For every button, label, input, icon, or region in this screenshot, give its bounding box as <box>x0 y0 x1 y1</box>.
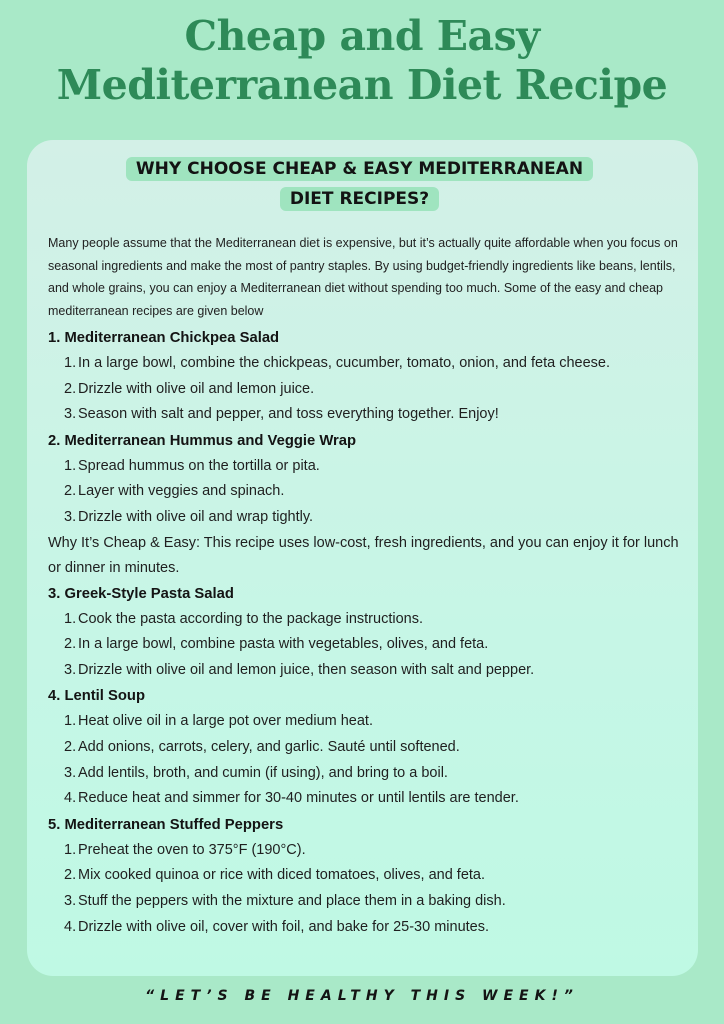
step-text: Reduce heat and simmer for 30-40 minutes or until lentils are tender. <box>78 790 519 807</box>
recipe-step <box>48 735 688 761</box>
recipe-note: Why It’s Cheap & Easy: This recipe uses low-cost, fresh ingredients, and you can enjoy it for lunch or dinner in minutes. <box>48 534 679 576</box>
recipe-step <box>48 709 688 735</box>
recipe-step <box>48 454 688 480</box>
step-text: Layer with veggies and spinach. <box>78 483 285 500</box>
intro-paragraph: Many people assume that the Mediterranean diet is expensive, but it’s actually quite affordable when you focus on seasonal ingredients and make the most of pantry staples. By using budget-friendly ingredients like beans, lentils, and whole grains, you can enjoy a Mediterranean diet without spending too much. Some of the easy and cheap mediterranean recipes are given below <box>48 236 678 318</box>
recipe-step <box>48 863 688 889</box>
step-text: Cook the pasta according to the package instructions. <box>78 610 423 627</box>
step-number: 2. <box>64 738 77 755</box>
title-line-2: Mediterranean Diet Recipe <box>56 61 668 109</box>
recipe-steps <box>48 838 688 940</box>
step-number: 1. <box>64 841 77 858</box>
step-number: 1. <box>64 457 77 474</box>
step-number: 2. <box>64 380 77 397</box>
recipe-step <box>48 838 688 864</box>
recipe-step <box>48 915 688 941</box>
step-text: Drizzle with olive oil and lemon juice. <box>78 380 315 397</box>
recipe-step <box>48 889 688 915</box>
recipe-step <box>48 786 688 812</box>
footer-slogan: “LET’S BE HEALTHY THIS WEEK!” <box>145 988 579 1004</box>
step-number: 3. <box>64 764 77 781</box>
step-number: 4. <box>64 918 77 935</box>
recipe-step <box>48 761 688 787</box>
recipe-steps <box>48 351 688 428</box>
step-number: 3. <box>64 406 77 423</box>
recipe-step <box>48 402 688 428</box>
step-text: Stuff the peppers with the mixture and place them in a baking dish. <box>78 892 506 909</box>
step-number: 3. <box>64 661 77 678</box>
step-text: Drizzle with olive oil, cover with foil, and bake for 25-30 minutes. <box>78 918 490 935</box>
step-text: In a large bowl, combine the chickpeas, cucumber, tomato, onion, and feta cheese. <box>78 355 610 371</box>
step-text: Spread hummus on the tortilla or pita. <box>78 457 320 474</box>
step-text: Preheat the oven to 375°F (190°C). <box>78 841 306 858</box>
step-number: 3. <box>64 508 77 525</box>
step-number: 1. <box>64 713 77 730</box>
step-number: 4. <box>64 790 77 807</box>
page-title <box>0 12 724 110</box>
recipe-title: 1. Mediterranean Chickpea Salad <box>48 330 280 346</box>
section-heading: WHY CHOOSE CHEAP & EASY MEDITERRANEAN DIET RECIPES? <box>126 157 593 211</box>
step-text: Season with salt and pepper, and toss everything together. Enjoy! <box>78 406 499 423</box>
step-number: 3. <box>64 892 77 909</box>
step-text: Drizzle with olive oil and wrap tightly. <box>78 508 314 525</box>
step-text: In a large bowl, combine pasta with vegetables, olives, and feta. <box>78 636 489 653</box>
recipe-title: 4. Lentil Soup <box>48 688 146 705</box>
section-heading-badge <box>111 154 608 214</box>
step-text: Drizzle with olive oil and lemon juice, then season with salt and pepper. <box>78 661 535 678</box>
recipe-title: 3. Greek-Style Pasta Salad <box>48 585 234 602</box>
step-text: Add onions, carrots, celery, and garlic. Sauté until softened. <box>78 738 460 755</box>
recipe-step <box>48 351 688 377</box>
recipe-step <box>48 658 688 684</box>
step-number: 1. <box>64 610 77 627</box>
recipe-list <box>48 325 688 940</box>
recipe-step <box>48 377 688 403</box>
recipe-step <box>48 607 688 633</box>
title-line-1: Cheap and Easy <box>184 12 540 60</box>
step-text: Add lentils, broth, and cumin (if using), and bring to a boil. <box>78 764 448 781</box>
step-text: Heat olive oil in a large pot over medium heat. <box>78 713 373 730</box>
step-number: 2. <box>64 483 77 500</box>
recipe-steps <box>48 454 688 531</box>
step-number: 1. <box>64 355 77 371</box>
recipe-step <box>48 505 688 531</box>
recipe-step <box>48 632 688 658</box>
recipe-title: 5. Mediterranean Stuffed Peppers <box>48 816 284 833</box>
recipe-title: 2. Mediterranean Hummus and Veggie Wrap <box>48 432 357 449</box>
recipe-steps <box>48 709 688 811</box>
recipe-step <box>48 479 688 505</box>
step-number: 2. <box>64 867 77 884</box>
recipe-steps <box>48 607 688 684</box>
step-number: 2. <box>64 636 77 653</box>
step-text: Mix cooked quinoa or rice with diced tomatoes, olives, and feta. <box>78 867 486 884</box>
